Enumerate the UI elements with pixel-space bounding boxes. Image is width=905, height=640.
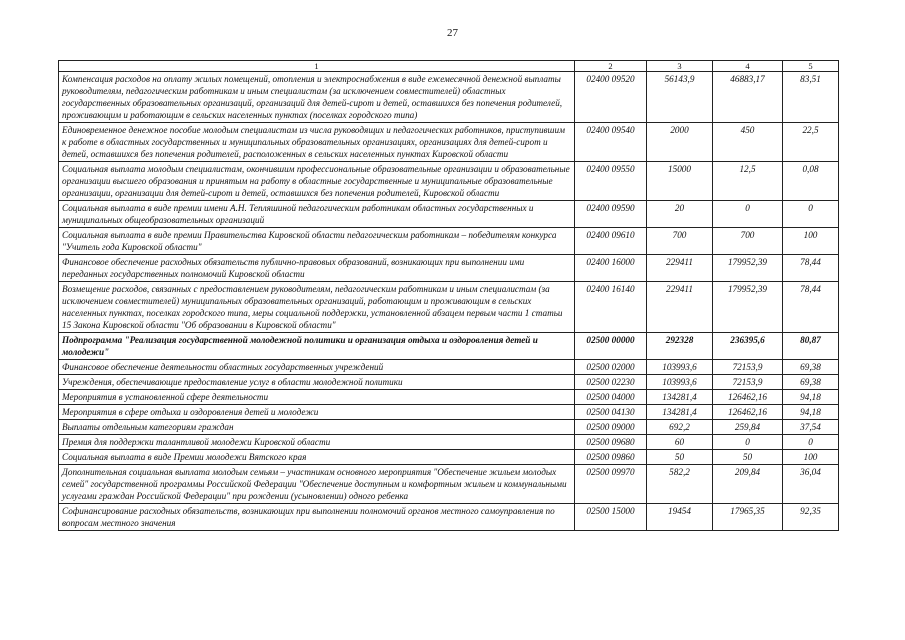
row-description: Премия для поддержки талантливой молодежи Кировской области — [59, 435, 575, 450]
row-code: 02500 09680 — [575, 435, 647, 450]
row-description: Возмещение расходов, связанных с предоставлением руководителям, педагогическим работникам и иным специалистам (за исключением совместителей) муниципальных образовательных организаций, работающим и проживающим в сельских населенных пунктах, поселках городского типа, меры социальной поддержки, установленной абзацем первым части 1 статьи 15 Закона Кировской области "Об образовании в Кировской области" — [59, 282, 575, 333]
row-value-actual: 50 — [713, 450, 783, 465]
row-value-actual: 72153,9 — [713, 360, 783, 375]
row-value-actual: 12,5 — [713, 162, 783, 201]
row-value-percent: 80,87 — [783, 333, 839, 360]
row-description: Единовременное денежное пособие молодым специалистам из числа руководящих и педагогических работников, приступившим к работе в областных государственных и муниципальных образовательных организациях, организациях для детей-сирот и детей, оставшихся без попечения родителей, расположенных в сельских населенных пунктах Кировской области — [59, 123, 575, 162]
row-value-plan: 56143,9 — [647, 72, 713, 123]
header-col-3: 3 — [647, 61, 713, 72]
row-value-actual: 126462,16 — [713, 390, 783, 405]
table-row — [59, 201, 839, 228]
row-value-actual: 126462,16 — [713, 405, 783, 420]
row-code: 02400 09590 — [575, 201, 647, 228]
table-row — [59, 228, 839, 255]
row-description: Компенсация расходов на оплату жилых помещений, отопления и электроснабжения в виде ежемесячной денежной выплаты руководителям, педагогическим работникам и иным специалистам (за исключением совместителей) областных государственных образовательных организаций, организаций для детей-сирот и детей, оставшихся без попечения родителей, проживающим и работающим в сельских населенных пунктах (поселках городского типа) — [59, 72, 575, 123]
row-description: Социальная выплата в виде Премии молодежи Вятского края — [59, 450, 575, 465]
row-value-actual: 700 — [713, 228, 783, 255]
row-code: 02500 09860 — [575, 450, 647, 465]
row-description: Мероприятия в сфере отдыха и оздоровления детей и молодежи — [59, 405, 575, 420]
row-description: Финансовое обеспечение расходных обязательств публично-правовых образований, возникающих при выполнении ими переданных государственных полномочий Кировской области — [59, 255, 575, 282]
row-value-actual: 17965,35 — [713, 504, 783, 531]
table-body — [59, 72, 839, 531]
row-value-plan: 229411 — [647, 255, 713, 282]
header-row — [59, 61, 839, 72]
row-description: Социальная выплата в виде премии Правительства Кировской области педагогическим работникам – победителям конкурса "Учитель года Кировской области" — [59, 228, 575, 255]
row-code: 02400 09540 — [575, 123, 647, 162]
row-value-percent: 78,44 — [783, 282, 839, 333]
row-code: 02400 09610 — [575, 228, 647, 255]
row-description: Мероприятия в установленной сфере деятельности — [59, 390, 575, 405]
table-row — [59, 255, 839, 282]
row-value-percent: 37,54 — [783, 420, 839, 435]
table-row — [59, 405, 839, 420]
header-col-5: 5 — [783, 61, 839, 72]
row-value-plan: 103993,6 — [647, 375, 713, 390]
row-value-percent: 100 — [783, 228, 839, 255]
table-row — [59, 123, 839, 162]
table-row — [59, 435, 839, 450]
row-value-plan: 292328 — [647, 333, 713, 360]
row-description: Дополнительная социальная выплата молодым семьям – участникам основного мероприятия "Обеспечение жильем молодых семей" государственной программы Российской Федерации "Обеспечение доступным и комфортным жильем и коммунальными услугами граждан Российской Федерации" при рождении (усыновлении) одного ребенка — [59, 465, 575, 504]
row-value-plan: 50 — [647, 450, 713, 465]
row-value-actual: 46883,17 — [713, 72, 783, 123]
row-code: 02500 00000 — [575, 333, 647, 360]
row-value-actual: 209,84 — [713, 465, 783, 504]
row-value-plan: 2000 — [647, 123, 713, 162]
row-value-actual: 259,84 — [713, 420, 783, 435]
table-row — [59, 390, 839, 405]
row-description: Социальная выплата в виде премии имени А.Н. Тепляшиной педагогическим работникам областных государственных и муниципальных общеобразовательных организаций — [59, 201, 575, 228]
table-row — [59, 333, 839, 360]
table-row — [59, 465, 839, 504]
row-value-actual: 179952,39 — [713, 255, 783, 282]
row-value-plan: 103993,6 — [647, 360, 713, 375]
row-value-plan: 134281,4 — [647, 405, 713, 420]
row-value-plan: 582,2 — [647, 465, 713, 504]
header-col-2: 2 — [575, 61, 647, 72]
row-value-plan: 134281,4 — [647, 390, 713, 405]
row-value-actual: 179952,39 — [713, 282, 783, 333]
row-value-percent: 94,18 — [783, 405, 839, 420]
header-col-4: 4 — [713, 61, 783, 72]
row-value-plan: 20 — [647, 201, 713, 228]
row-value-percent: 0,08 — [783, 162, 839, 201]
row-value-percent: 22,5 — [783, 123, 839, 162]
row-value-plan: 15000 — [647, 162, 713, 201]
row-code: 02500 09000 — [575, 420, 647, 435]
row-description: Финансовое обеспечение деятельности областных государственных учреждений — [59, 360, 575, 375]
row-value-percent: 0 — [783, 435, 839, 450]
row-value-plan: 19454 — [647, 504, 713, 531]
table-header — [59, 61, 839, 72]
row-value-percent: 69,38 — [783, 360, 839, 375]
row-description: Социальная выплата молодым специалистам, окончившим профессиональные образовательные организации и образовательные организации высшего образования и принятым на работу в областные государственные и муниципальные образовательные организации, организации для детей-сирот и детей, оставшихся без попечения родителей, Кировской области — [59, 162, 575, 201]
row-value-plan: 229411 — [647, 282, 713, 333]
row-code: 02500 02000 — [575, 360, 647, 375]
row-description: Подпрограмма "Реализация государственной молодежной политики и организация отдыха и оздоровления детей и молодежи" — [59, 333, 575, 360]
row-value-percent: 36,04 — [783, 465, 839, 504]
row-code: 02500 04130 — [575, 405, 647, 420]
row-value-percent: 94,18 — [783, 390, 839, 405]
table-row — [59, 360, 839, 375]
row-value-percent: 83,51 — [783, 72, 839, 123]
row-value-plan: 700 — [647, 228, 713, 255]
page-number: 27 — [447, 27, 458, 39]
row-value-actual: 0 — [713, 435, 783, 450]
row-code: 02500 15000 — [575, 504, 647, 531]
row-value-percent: 69,38 — [783, 375, 839, 390]
row-code: 02400 09520 — [575, 72, 647, 123]
table-row — [59, 450, 839, 465]
row-description: Учреждения, обеспечивающие предоставление услуг в области молодежной политики — [59, 375, 575, 390]
row-value-actual: 450 — [713, 123, 783, 162]
row-description: Софинансирование расходных обязательств, возникающих при выполнении полномочий органов местного самоуправления по вопросам местного значения — [59, 504, 575, 531]
row-value-percent: 0 — [783, 201, 839, 228]
row-description: Выплаты отдельным категориям граждан — [59, 420, 575, 435]
header-col-1: 1 — [59, 61, 575, 72]
row-value-percent: 78,44 — [783, 255, 839, 282]
table-row — [59, 282, 839, 333]
row-value-actual: 236395,6 — [713, 333, 783, 360]
row-code: 02400 16140 — [575, 282, 647, 333]
row-code: 02500 04000 — [575, 390, 647, 405]
row-code: 02400 09550 — [575, 162, 647, 201]
row-value-percent: 100 — [783, 450, 839, 465]
table-row — [59, 375, 839, 390]
table-row — [59, 420, 839, 435]
table-row — [59, 162, 839, 201]
row-value-percent: 92,35 — [783, 504, 839, 531]
row-value-actual: 0 — [713, 201, 783, 228]
row-value-plan: 692,2 — [647, 420, 713, 435]
row-value-actual: 72153,9 — [713, 375, 783, 390]
row-code: 02400 16000 — [575, 255, 647, 282]
table-row — [59, 504, 839, 531]
row-value-plan: 60 — [647, 435, 713, 450]
row-code: 02500 09970 — [575, 465, 647, 504]
table-row — [59, 72, 839, 123]
row-code: 02500 02230 — [575, 375, 647, 390]
budget-table — [58, 60, 839, 531]
